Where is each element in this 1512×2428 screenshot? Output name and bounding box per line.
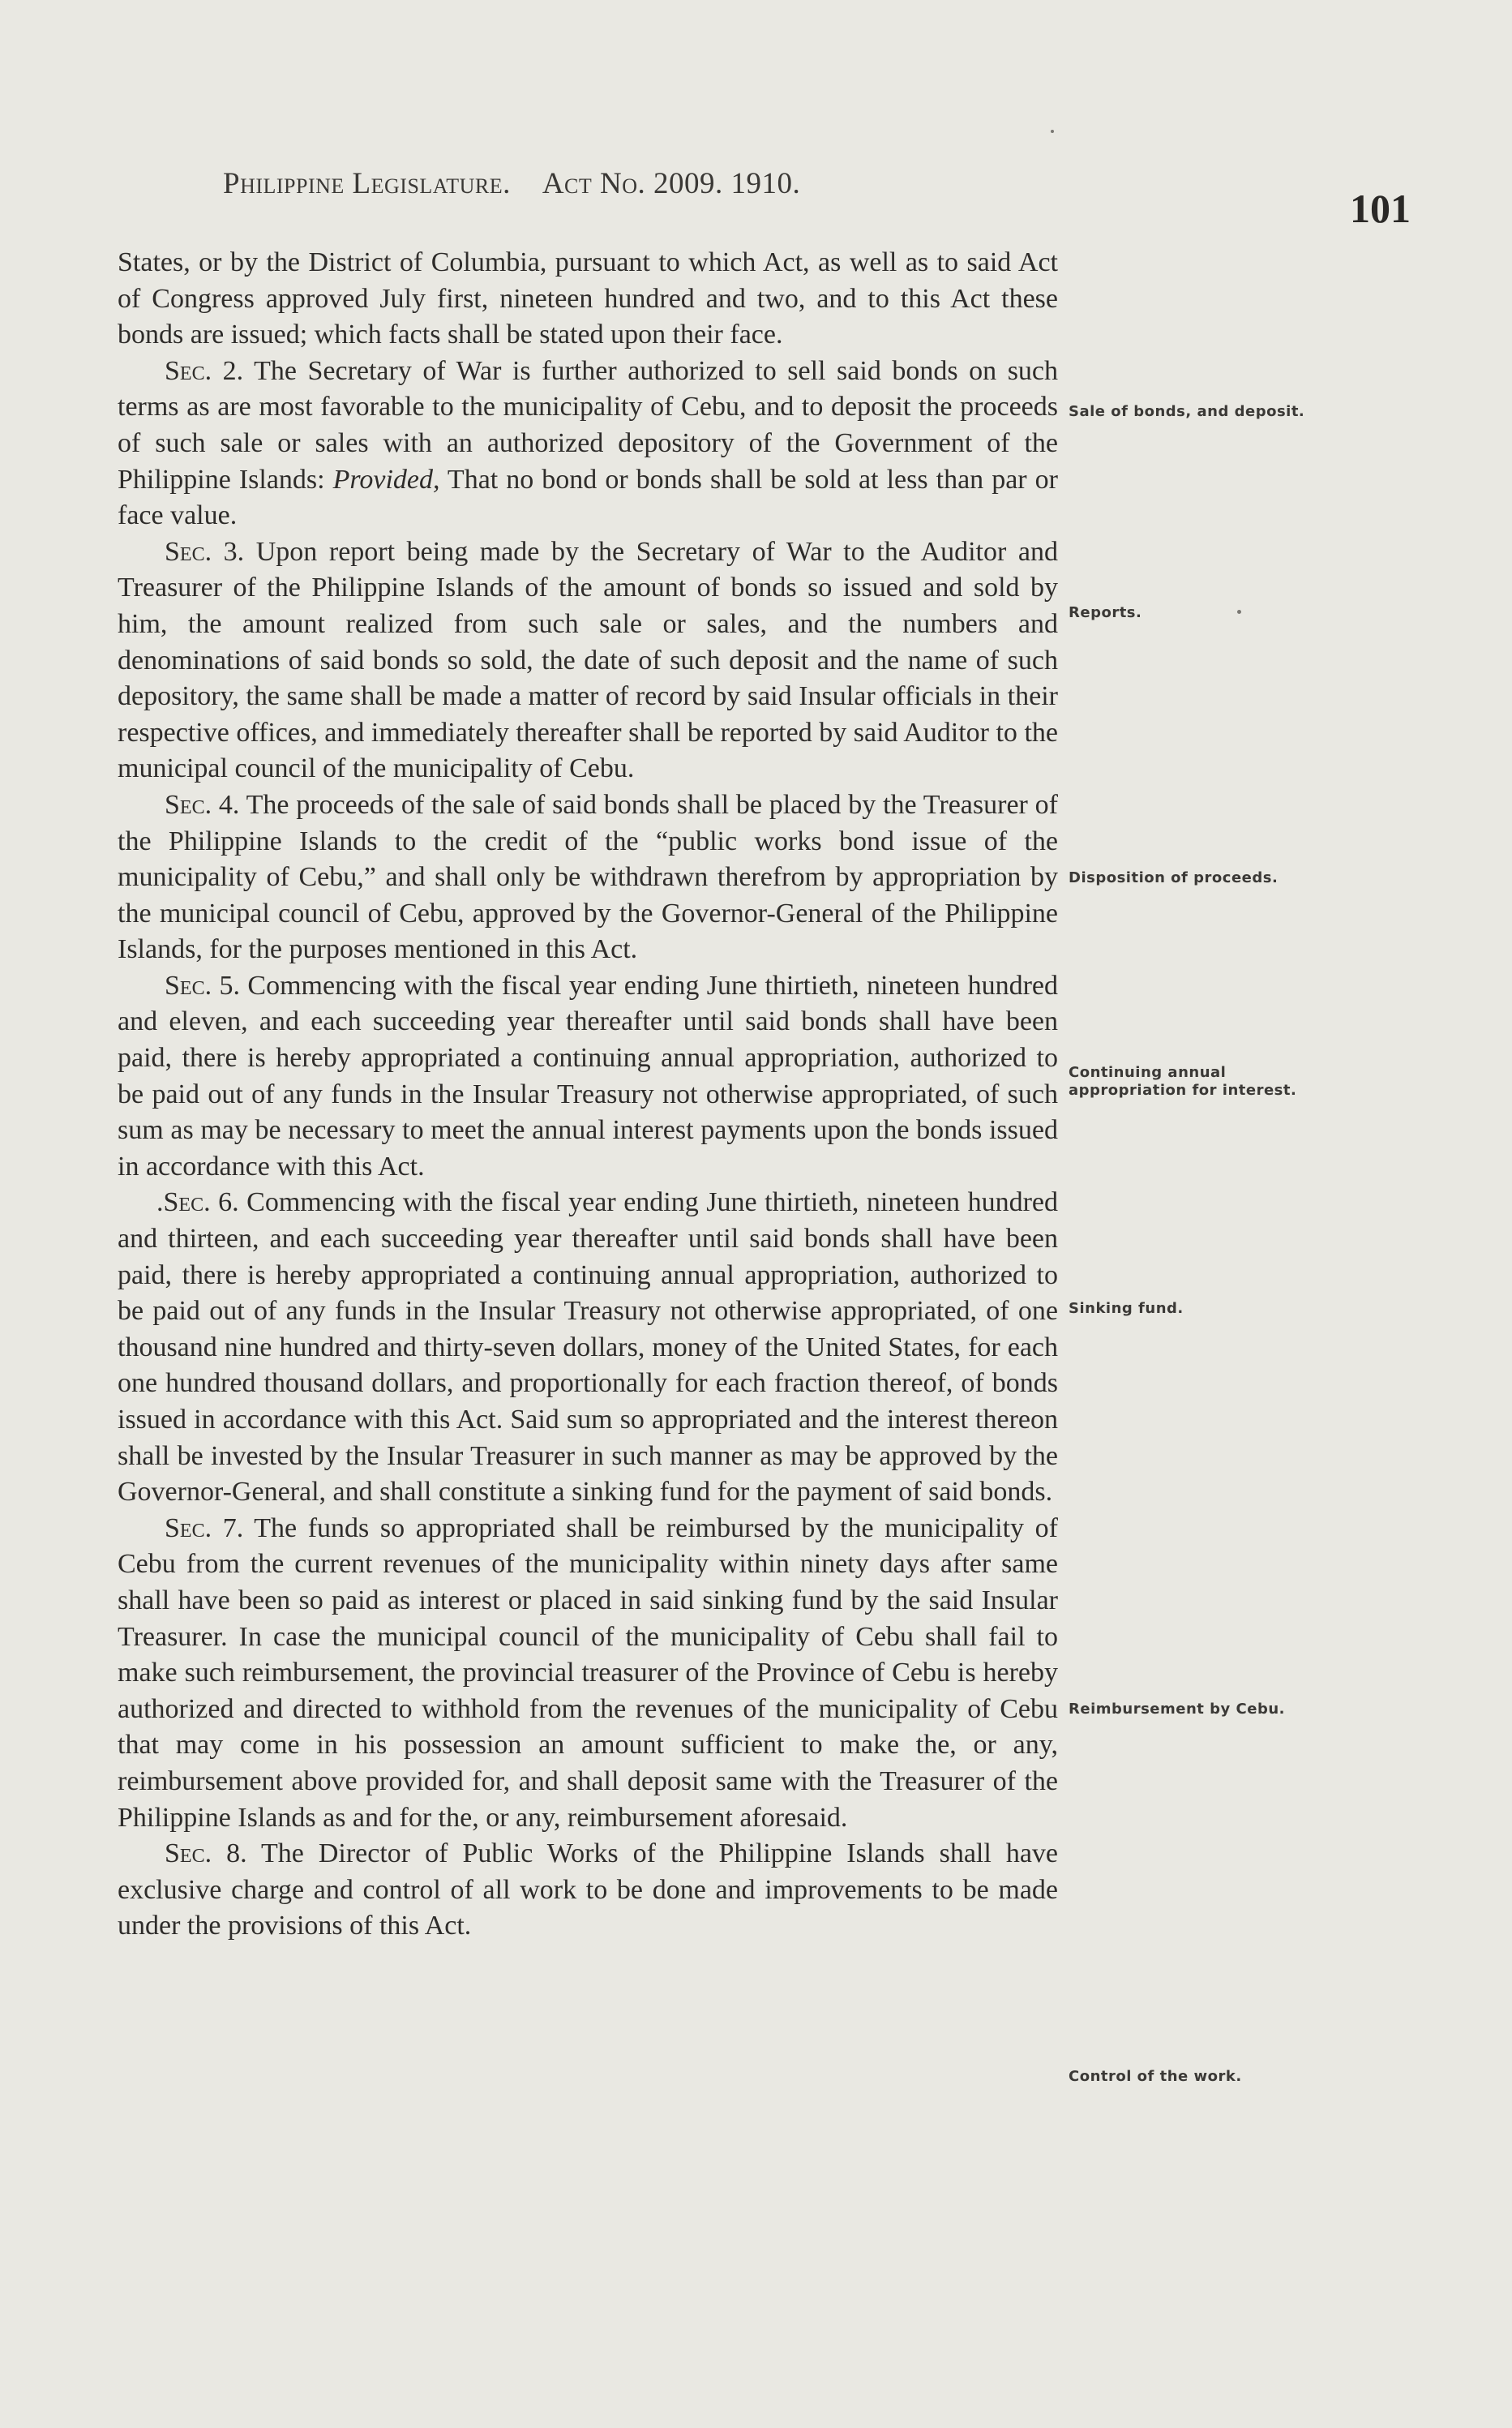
- body-text: [118, 245, 1058, 1945]
- margin-note-control: Control of the work.: [1069, 2068, 1242, 2085]
- section-italic-proviso: Provided,: [332, 464, 440, 495]
- section-label: Sec. 2.: [165, 355, 244, 386]
- running-head-act: Act No. 2009. 1910.: [542, 167, 801, 200]
- margin-note-reports: Reports.: [1069, 604, 1142, 621]
- section-4: [118, 787, 1058, 968]
- section-text: The Secretary of War is further authorized to sell said bonds on such terms as are most favorable to the municipality of Cebu, and to deposit the proceeds of such sale or sales with an authorized depository of the Government of the Philippine Islands:: [118, 355, 1059, 495]
- section-6: [118, 1185, 1058, 1510]
- section-text: Upon report being made by the Secretary of War to the Auditor and Treasurer of the Philippine Islands of the amount of bonds so issued and sold by him, the amount realized from such sale or sales, and the numbers and denominations of said bonds so sold, the date of such deposit and the name of such depository, the same shall be made a matter of record by said Insular officials in their respective offices, and immediately thereafter shall be reported by said Auditor to the municipal council of the municipality of Cebu.: [118, 536, 1059, 784]
- section-text: That no bond or bonds shall be sold at less than par or face value.: [118, 464, 1058, 531]
- stray-print-mark: [1237, 610, 1241, 614]
- margin-note-sale-of-bonds: Sale of bonds, and deposit.: [1069, 403, 1305, 420]
- section-label: Sec. 7.: [165, 1512, 244, 1543]
- section-text: The proceeds of the sale of said bonds shall be placed by the Treasurer of the Philippine Islands to the credit of the “public works bond issue of the municipality of Cebu,” and shall only be withdrawn therefrom by appropriation by the municipal council of Cebu, approved by the Governor-General of the Philippine Islands, for the purposes mentioned in this Act.: [118, 789, 1058, 965]
- running-head: [223, 166, 800, 201]
- section-label: .Sec. 6.: [156, 1187, 239, 1218]
- section-8: [118, 1836, 1058, 1945]
- margin-note-sinking-fund: Sinking fund.: [1069, 1300, 1184, 1317]
- section-2: [118, 354, 1058, 534]
- stray-print-mark: [1051, 130, 1054, 133]
- margin-note-continuing-appropriation: Continuing annual appropriation for interest.: [1069, 1064, 1297, 1099]
- margin-note-reimbursement: Reimbursement by Cebu.: [1069, 1701, 1285, 1718]
- margin-note-disposition: Disposition of proceeds.: [1069, 869, 1279, 886]
- section-text: Commencing with the fiscal year ending June thirtieth, nineteen hundred and thirteen, and each succeeding year thereafter until said bonds shall have been paid, there is hereby appropriated a continuing annual appropriation, authorized to be paid out of any funds in the Insular Treasury not otherwise appropriated, of one thousand nine hundred and thirty-seven dollars, money of the United States, for each one hundred thousand dollars, and proportionally for each fraction thereof, of bonds issued in accordance with this Act. Said sum so appropriated and the interest thereon shall be invested by the Insular Treasurer in such manner as may be approved by the Governor-General, and shall constitute a sinking fund for the payment of said bonds.: [118, 1187, 1058, 1508]
- section-text: The funds so appropriated shall be reimbursed by the municipality of Cebu from the current revenues of the municipality within ninety days after same shall have been so paid as interest or placed in said sinking fund by the said Insular Treasurer. In case the municipal council of the municipality of Cebu shall fail to make such reimbursement, the provincial treasurer of the Province of Cebu is hereby authorized and directed to withhold from the revenues of the municipality of Cebu that may come in his possession an amount sufficient to make the, or any, reimbursement above provided for, and shall deposit same with the Treasurer of the Philippine Islands as and for the, or any, reimbursement aforesaid.: [118, 1512, 1058, 1833]
- section-text: Commencing with the fiscal year ending June thirtieth, nineteen hundred and eleven, and each succeeding year thereafter until said bonds shall have been paid, there is hereby appropriated a continuing annual appropriation, authorized to be paid out of any funds in the Insular Treasury not otherwise appropriated, of such sum as may be necessary to meet the annual interest payments upon the bonds issued in accordance with this Act.: [118, 970, 1059, 1182]
- section-label: Sec. 4.: [165, 789, 240, 820]
- section-text: The Director of Public Works of the Philippine Islands shall have exclusive charge and control of all work to be done and improvements to be made under the provisions of this Act.: [118, 1838, 1059, 1941]
- section-label: Sec. 8.: [165, 1838, 247, 1869]
- section-label: Sec. 3.: [165, 536, 245, 567]
- section-5: [118, 968, 1058, 1186]
- section-7: [118, 1511, 1058, 1836]
- section-label: Sec. 5.: [165, 970, 240, 1001]
- section-3: [118, 534, 1058, 787]
- page-number: 101: [1350, 186, 1411, 231]
- paragraph-continuation: States, or by the District of Columbia, pursuant to which Act, as well as to said Act of Congress approved July first, nineteen hundred and two, and to this Act these bonds are issued; which facts shall be stated upon their face.: [118, 247, 1058, 350]
- running-head-title: Philippine Legislature.: [223, 167, 511, 200]
